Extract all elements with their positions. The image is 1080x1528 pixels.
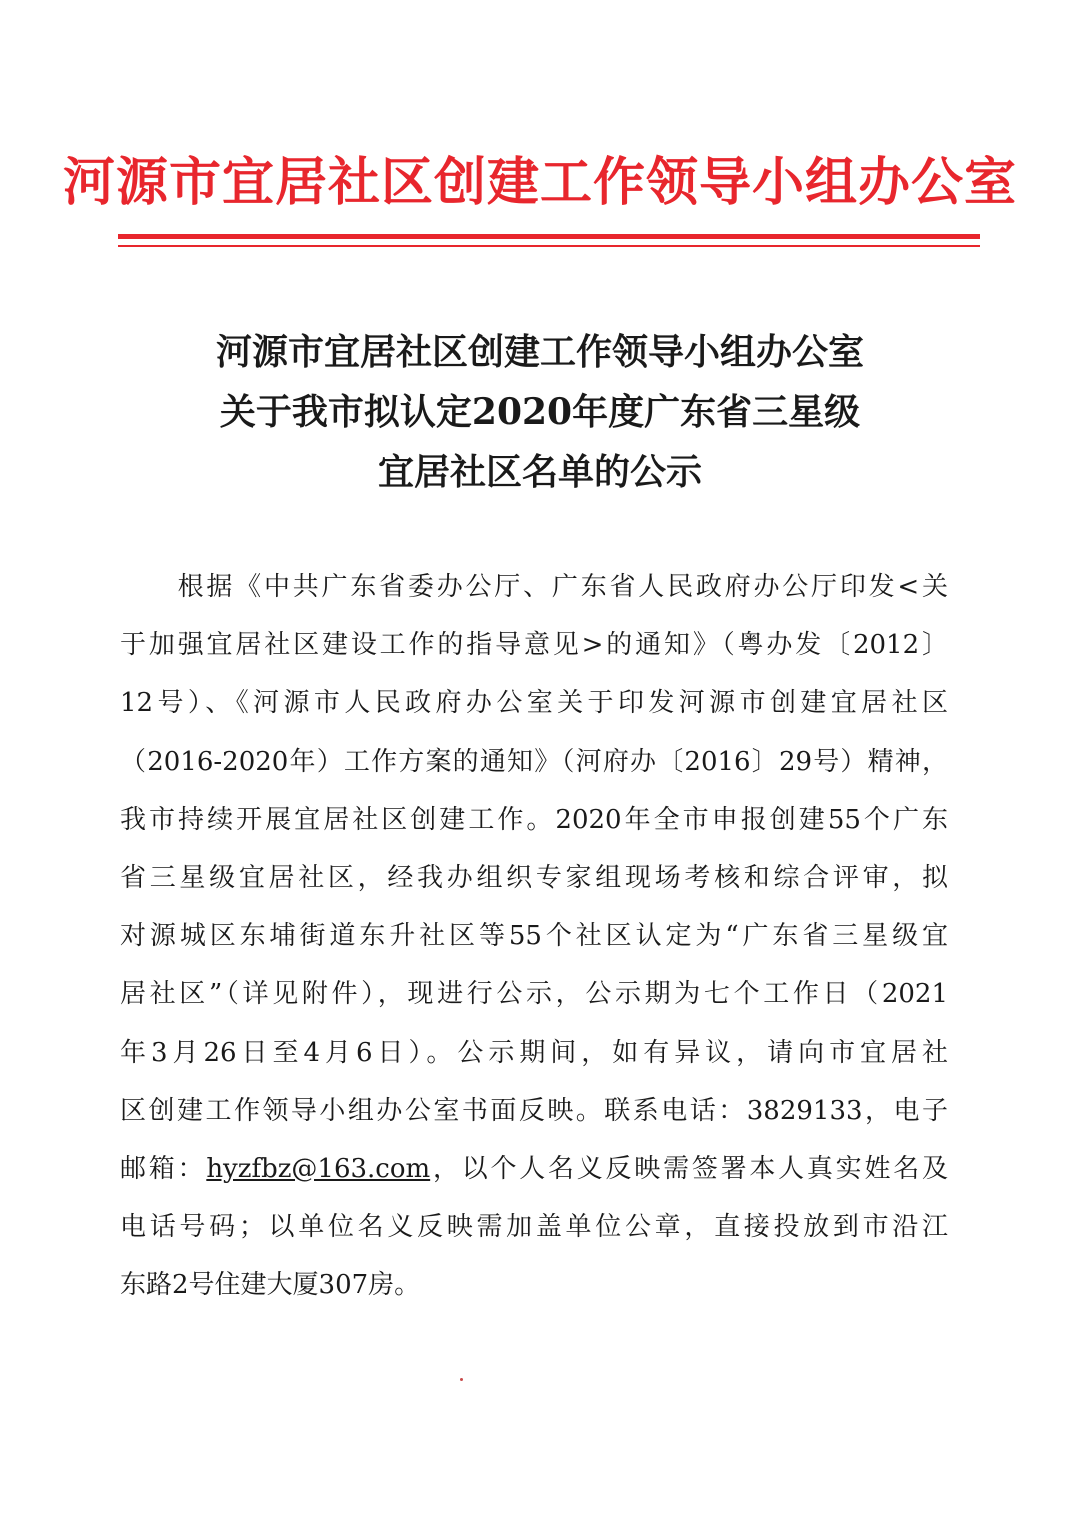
body-line-12: 电话号码；以单位名义反映需加盖单位公章，直接投放到市沿江 — [120, 1212, 948, 1243]
letterhead-org-name: 河源市宜居社区创建工作领导小组办公室 — [62, 152, 1017, 213]
body-line-4: （2016-2020年）工作方案的通知》（河府办〔2016〕29号）精神， — [120, 746, 948, 777]
body-line-9: 年3月26日至4月6日）。公示期间，如有异议，请向市宜居社 — [120, 1037, 948, 1068]
body-line-8: 居社区”（详见附件），现进行公示，公示期为七个工作日（2021 — [120, 979, 948, 1010]
body-line-3: 12号）、《河源市人民政府办公室关于印发河源市创建宜居社区 — [120, 688, 948, 719]
body-line-1: 根据《中共广东省委办公厅、广东省人民政府办公厅印发<关 — [120, 572, 948, 602]
body-line-5: 我市持续开展宜居社区创建工作。2020年全市申报创建55个广东 — [120, 804, 948, 835]
body-line-10: 区创建工作领导小组办公室书面反映。联系电话：3829133，电子 — [120, 1095, 948, 1126]
body-line-email — [120, 1140, 948, 1198]
body-line-13: 东路2号住建大厦307房。 — [120, 1270, 421, 1301]
scan-speck — [460, 1378, 463, 1381]
body-paragraph — [120, 558, 948, 1314]
letterhead-rule-thick — [118, 234, 980, 239]
letterhead-rule-thin — [118, 245, 980, 247]
document-title-line-3: 宜居社区名单的公示 — [377, 451, 702, 493]
document-title-line-1: 河源市宜居社区创建工作领导小组办公室 — [215, 331, 864, 373]
contact-email-link[interactable]: hyzfbz@163.com — [206, 1153, 431, 1184]
body-line-6: 省三星级宜居社区，经我办组织专家组现场考核和综合评审，拟 — [120, 862, 948, 893]
body-line-7: 对源城区东埔街道东升社区等55个社区认定为“广东省三星级宜 — [120, 921, 948, 952]
email-suffix: ，以个人名义反映需签署本人真实姓名及 — [430, 1153, 948, 1184]
email-prefix: 邮箱： — [120, 1153, 207, 1184]
document-title-line-2: 关于我市拟认定2020年度广东省三星级 — [219, 391, 861, 433]
body-line-2: 于加强宜居社区建设工作的指导意见>的通知》（粤办发〔2012〕 — [120, 630, 948, 661]
document-title — [0, 322, 1080, 502]
